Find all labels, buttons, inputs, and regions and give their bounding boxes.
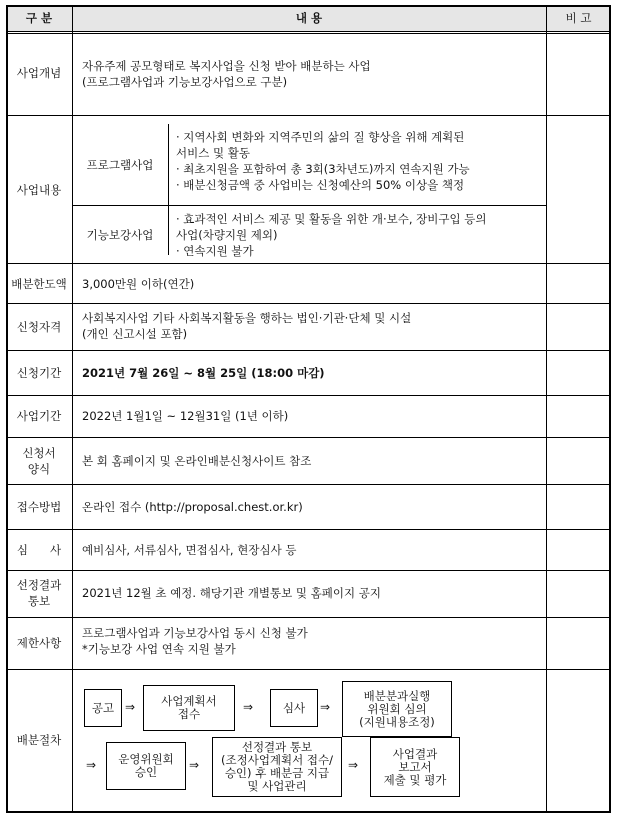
facility-bullet-2: 사업(차량지원 제외) [176,228,278,242]
duration-text: 2022년 1월1일 ~ 12월31일 (1년 이하) [82,409,289,423]
category-restriction: 제한사항 [16,636,62,650]
facility-bullet-1: · 효과적인 서비스 제공 및 활동을 위한 개·보수, 장비구입 등의 [176,212,487,226]
category-form-l1: 신청서 [22,446,56,460]
period-text: 2021년 7월 26일 ~ 8월 25일 (18:00 마감) [82,366,325,380]
header-content: 내 용 [295,11,323,25]
application-guide-table [6,5,611,813]
restriction-line-1: 프로그램사업과 기능보강사업 동시 신청 불가 [82,626,308,640]
flow-step-notification: 선정결과 통보 (조정사업계획서 접수/ 승인) 후 배분금 지급 및 사업관리 [212,737,342,797]
flow-arrow-3: ⇒ [320,700,331,714]
result-text: 2021년 12월 초 예정. 해당기관 개별통보 및 홈페이지 공지 [82,586,381,600]
category-purpose: 사업개념 [16,66,62,80]
header-category: 구 분 [25,11,53,25]
header-remarks: 비 고 [565,11,592,25]
category-eligibility: 신청자격 [16,320,62,334]
category-result-l2: 통보 [27,594,51,608]
form-text: 본 회 홈페이지 및 온라인배분신청사이트 참조 [82,454,312,468]
purpose-line-1: 자유주제 공모형태로 복지사업을 신청 받아 배분하는 사업 [82,59,371,73]
flow-step-plan-submission: 사업계획서 접수 [143,685,235,731]
flow-step-announcement: 공고 [84,689,122,727]
category-review: 심 사 [16,543,62,557]
eligibility-line-1: 사회복지사업 기타 사회복지활동을 행하는 법인·기관·단체 및 시설 [82,311,412,325]
flow-arrow-4: ⇒ [86,758,97,772]
flow-arrow-2: ⇒ [243,700,254,714]
flow-arrow-5: ⇒ [189,758,200,772]
category-limit: 배분한도액 [11,277,67,291]
category-result-l1: 선정결과 [16,578,62,592]
review-text: 예비심사, 서류심사, 면접심사, 현장심사 등 [82,543,297,557]
flow-step-review: 심사 [270,689,318,727]
flow-arrow-6: ⇒ [348,758,359,772]
program-bullet-2: 서비스 및 활동 [176,146,250,160]
method-text: 온라인 접수 (http://proposal.chest.or.kr) [82,500,303,514]
flow-step-report: 사업결과 보고서 제출 및 평가 [370,737,460,797]
flow-arrow-1: ⇒ [125,700,136,714]
category-content: 사업내용 [16,183,62,197]
category-procedure: 배분절차 [16,733,62,747]
program-bullet-1: · 지역사회 변화와 지역주민의 삶의 질 향상을 위해 계획된 [176,130,465,144]
limit-text: 3,000만원 이하(연간) [82,277,195,291]
flow-step-committee: 배분분과실행 위원회 심의 (지원내용조정) [342,681,452,737]
program-bullet-3: · 최초지원을 포함하여 총 3회(3차년도)까지 연속지원 가능 [176,162,470,176]
purpose-line-2: (프로그램사업과 기능보강사업으로 구분) [82,75,288,89]
program-bullet-4: · 배분신청금액 중 사업비는 신청예산의 50% 이상을 책정 [176,178,465,192]
eligibility-line-2: (개인 신고시설 포함) [82,327,188,341]
category-period: 신청기간 [16,366,62,380]
category-method: 접수방법 [16,500,62,514]
restriction-line-2: *기능보강 사업 연속 지원 불가 [82,642,236,656]
facility-bullet-3: · 연속지원 불가 [176,244,254,258]
category-form-l2: 양식 [27,462,51,476]
program-label: 프로그램사업 [86,158,154,172]
flow-step-board-approval: 운영위원회 승인 [106,742,186,790]
facility-label: 기능보강사업 [86,228,154,242]
category-duration: 사업기간 [16,409,62,423]
